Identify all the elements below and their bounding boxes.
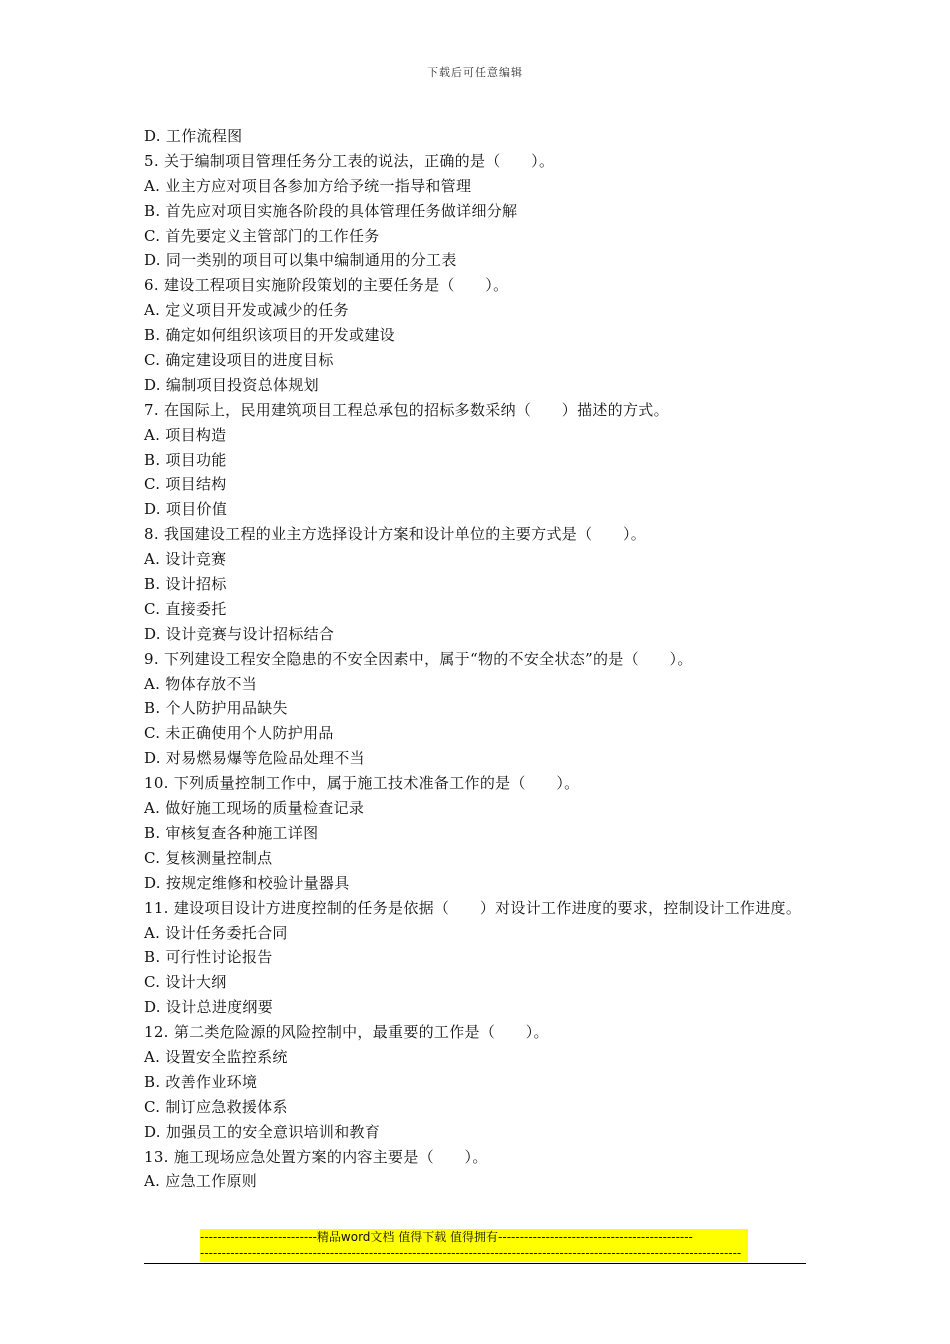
option-line: D. 编制项目投资总体规划 [144, 375, 319, 394]
option-line: B. 项目功能 [144, 450, 227, 469]
option-line: B. 个人防护用品缺失 [144, 699, 288, 718]
option-line: C. 项目结构 [144, 475, 227, 494]
question-12: 12. 第二类危险源的风险控制中，最重要的工作是（ ）。 [144, 1023, 549, 1042]
option-line: C. 首先要定义主管部门的工作任务 [144, 226, 380, 245]
question-9: 9. 下列建设工程安全隐患的不安全因素中，属于“物的不安全状态”的是（ ）。 [144, 649, 693, 668]
option-line: C. 未正确使用个人防护用品 [144, 724, 334, 743]
option-line: B. 首先应对项目实施各阶段的具体管理任务做详细分解 [144, 201, 518, 220]
option-line: C. 复核测量控制点 [144, 848, 273, 867]
option-line: A. 设计任务委托合同 [144, 923, 288, 942]
footer-divider [144, 1263, 806, 1264]
option-line: A. 业主方应对项目各参加方给予统一指导和管理 [144, 176, 472, 195]
footer-highlight-banner [200, 1229, 748, 1262]
option-line: B. 审核复查各种施工详图 [144, 823, 319, 842]
option-line: C. 直接委托 [144, 599, 227, 618]
option-line: B. 确定如何组织该项目的开发或建设 [144, 326, 395, 345]
option-line: D. 设计总进度纲要 [144, 998, 274, 1017]
footer-banner-text: ---------------------------精品word文档 值得下载 值得拥有--------------------------------------------- [200, 1230, 693, 1244]
question-8: 8. 我国建设工程的业主方选择设计方案和设计单位的主要方式是（ ）。 [144, 525, 647, 544]
question-6: 6. 建设工程项目实施阶段策划的主要任务是（ ）。 [144, 276, 509, 295]
option-line: A. 物体存放不当 [144, 674, 258, 693]
option-line: D. 按规定维修和校验计量器具 [144, 873, 350, 892]
option-line: C. 制订应急救援体系 [144, 1097, 288, 1116]
option-line: D. 设计竞赛与设计招标结合 [144, 624, 335, 643]
option-line: D. 项目价值 [144, 500, 228, 519]
option-line: C. 设计大纲 [144, 973, 227, 992]
option-line: A. 项目构造 [144, 425, 227, 444]
question-11: 11. 建设项目设计方进度控制的任务是依据（ ）对设计工作进度的要求，控制设计工作进度。 [144, 898, 802, 917]
option-line: A. 设计竞赛 [144, 550, 227, 569]
option-line: B. 可行性讨论报告 [144, 948, 273, 967]
option-line: D. 对易燃易爆等危险品处理不当 [144, 749, 365, 768]
page-header-note: 下载后可任意编辑 [427, 66, 523, 79]
option-line: C. 确定建设项目的进度目标 [144, 351, 334, 370]
document-body [144, 124, 804, 1194]
option-line: A. 定义项目开发或减少的任务 [144, 301, 349, 320]
option-line: A. 设置安全监控系统 [144, 1047, 288, 1066]
question-13: 13. 施工现场应急处置方案的内容主要是（ ）。 [144, 1147, 488, 1166]
question-7: 7. 在国际上，民用建筑项目工程总承包的招标多数采纳（ ）描述的方式。 [144, 400, 669, 419]
question-5: 5. 关于编制项目管理任务分工表的说法，正确的是（ ）。 [144, 151, 555, 170]
option-line: A. 做好施工现场的质量检查记录 [144, 799, 365, 818]
question-10: 10. 下列质量控制工作中，属于施工技术准备工作的是（ ）。 [144, 774, 580, 793]
footer-banner-dashes: ----------------------------------------------------------------------------------------------------------------------------- [200, 1246, 742, 1260]
option-line: D. 同一类别的项目可以集中编制通用的分工表 [144, 251, 457, 270]
option-line: B. 改善作业环境 [144, 1072, 258, 1091]
text-line: D. 工作流程图 [144, 127, 243, 145]
option-line: B. 设计招标 [144, 575, 227, 594]
option-line: D. 加强员工的安全意识培训和教育 [144, 1122, 381, 1141]
option-line: A. 应急工作原则 [144, 1172, 258, 1191]
